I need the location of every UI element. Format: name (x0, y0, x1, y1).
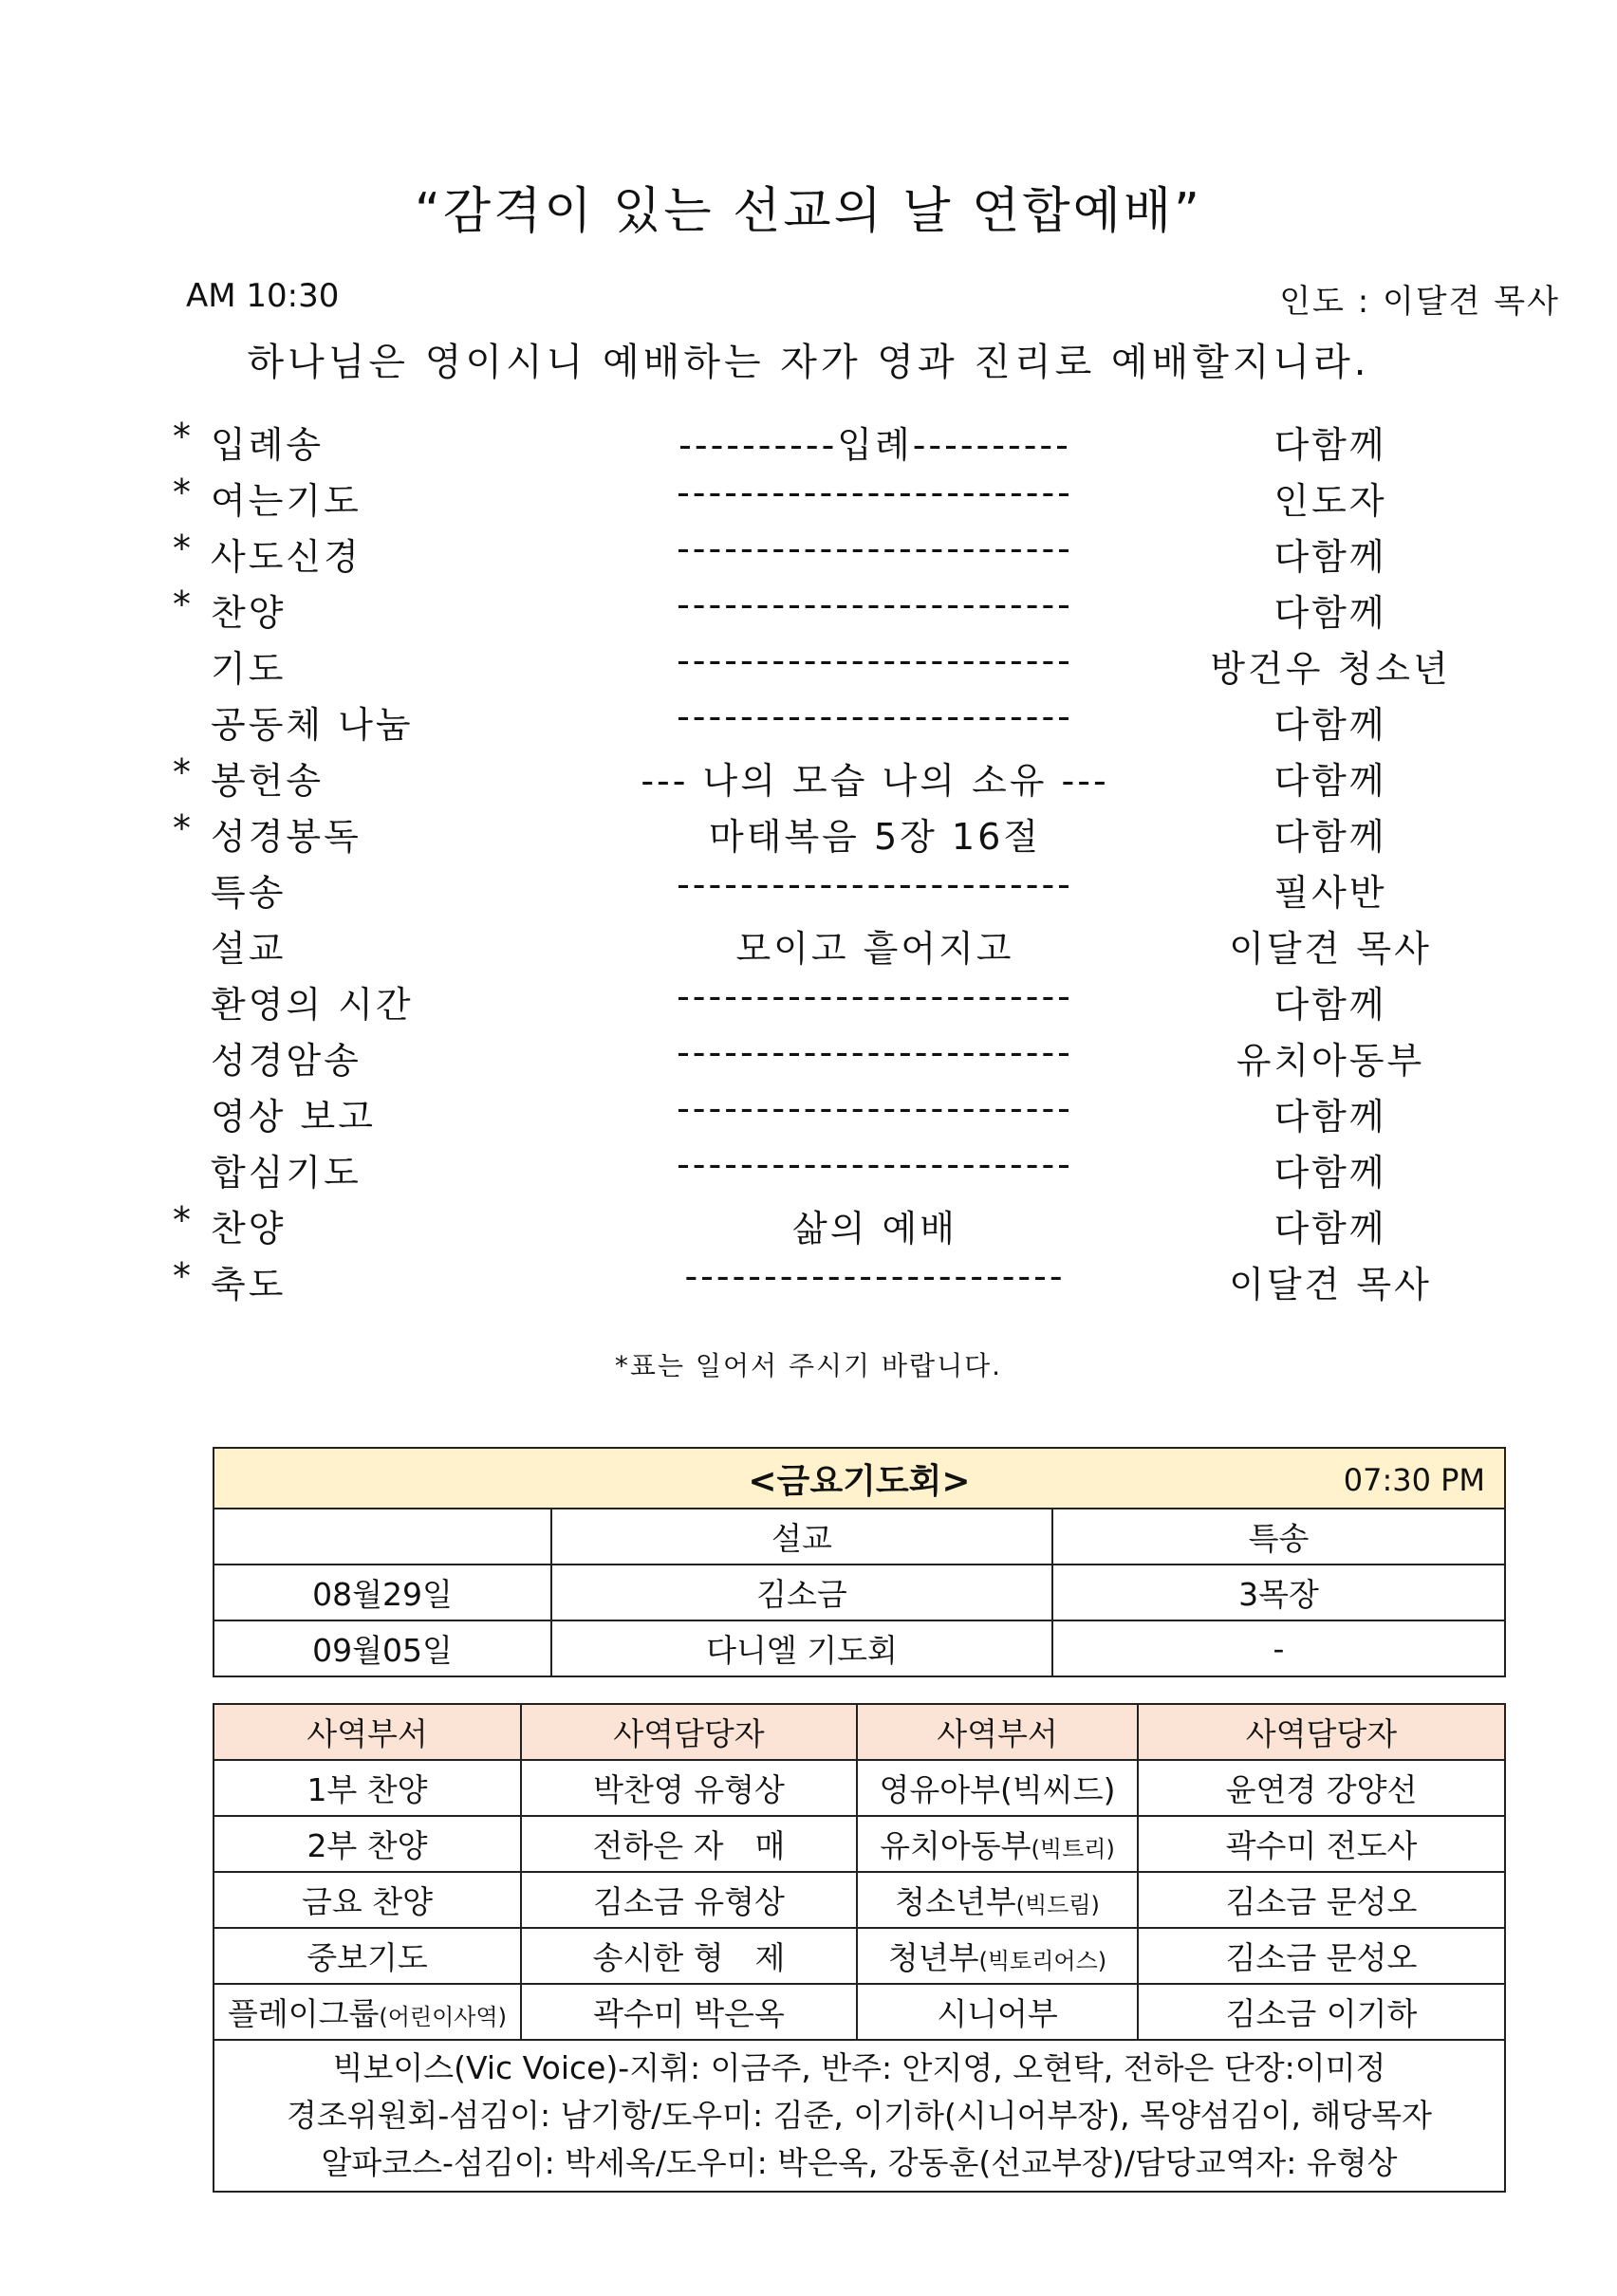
order-leader: 다함께 (1273, 424, 1387, 466)
service-time: AM 10:30 (186, 277, 340, 315)
table-row (214, 1928, 1505, 1984)
ministry-person-text: 김소금 이기하 (1225, 1995, 1418, 2032)
ministry-dept-text: 청소년부 (895, 1883, 1016, 1920)
order-detail: ------------------------- (677, 472, 1073, 513)
roles-header: 사역담당자 (521, 1704, 857, 1760)
ministry-dept-sub: (빅토리어스) (978, 1948, 1107, 1974)
order-leader: 다함께 (1273, 816, 1387, 858)
order-name: 기도 (211, 648, 287, 690)
order-name: 성경암송 (211, 1040, 362, 1082)
ministry-person-text: 김소금 유형상 (593, 1883, 785, 1920)
ministry-dept (857, 1816, 1138, 1872)
order-leader: 다함께 (1273, 592, 1387, 634)
footer-line: 알파코스-섬김이: 박세옥/도우미: 박은옥, 강동훈(선교부장)/담당교역자: 유형상 (321, 2144, 1398, 2181)
ministry-person-text: 윤연경 강양선 (1225, 1771, 1418, 1808)
ministry-person (1138, 1984, 1505, 2040)
order-star: * (173, 528, 194, 569)
friday-sermon: 김소금 (551, 1565, 1052, 1620)
ministry-dept-sub: (어린이사역) (379, 2004, 508, 2030)
table-row (214, 1816, 1505, 1872)
ministry-dept-text: 청년부 (887, 1939, 979, 1976)
order-leader: 다함께 (1273, 760, 1387, 802)
roles-header: 사역부서 (857, 1704, 1138, 1760)
ministry-person (1138, 1928, 1505, 1984)
order-name: 사도신경 (211, 536, 362, 578)
order-name: 공동체 나눔 (211, 704, 414, 746)
ministry-person (1138, 1872, 1505, 1928)
order-leader: 이달견 목사 (1229, 928, 1432, 970)
ministry-dept (857, 1760, 1138, 1816)
ministry-dept-sub: (빅드림) (1015, 1892, 1100, 1918)
ministry-person-text: 전하은 자 매 (592, 1827, 786, 1864)
friday-col-sermon: 설교 (551, 1509, 1052, 1565)
order-star: * (173, 583, 194, 625)
ministry-dept-text: 1부 찬양 (307, 1771, 428, 1808)
order-item (173, 1195, 1482, 1251)
ministry-dept-text: 영유아부(빅씨드) (879, 1771, 1116, 1808)
order-item (173, 748, 1482, 804)
order-leader: 인도자 (1273, 480, 1387, 522)
theme-verse: 하나님은 영이시니 예배하는 자가 영과 진리로 예배할지니라. (247, 341, 1370, 384)
service-leader: 인도 : 이달견 목사 (1279, 283, 1560, 321)
friday-header (214, 1448, 1505, 1509)
order-detail: ------------------------- (677, 1031, 1073, 1073)
order-item (173, 412, 1482, 468)
order-detail: ------------------------- (677, 695, 1073, 737)
order-detail: ------------------------- (677, 975, 1073, 1017)
ministry-dept (857, 1984, 1138, 2040)
order-name: 찬양 (211, 1208, 287, 1250)
page-title: “감격이 있는 선교의 날 연합예배” (414, 183, 1202, 240)
ministry-dept-text: 플레이그룹 (227, 1995, 380, 2032)
order-item (173, 860, 1482, 916)
order-item (173, 524, 1482, 580)
ministry-dept-text: 2부 찬양 (307, 1827, 428, 1864)
friday-date: 09월05일 (214, 1620, 551, 1676)
order-item (173, 636, 1482, 692)
table-row (214, 1620, 1505, 1676)
roles-footer-row (214, 2040, 1505, 2192)
ministry-dept (214, 1872, 521, 1928)
order-star: * (173, 751, 194, 793)
ministry-person (521, 1760, 857, 1816)
order-leader: 다함께 (1273, 1096, 1387, 1138)
ministry-dept-sub: (빅트리) (1031, 1836, 1115, 1862)
ministry-dept (857, 1928, 1138, 1984)
roles-body (214, 1760, 1505, 2040)
order-star: * (173, 472, 194, 513)
ministry-dept-text: 유치아동부 (880, 1827, 1032, 1864)
friday-date: 08월29일 (214, 1565, 551, 1620)
order-name: 축도 (211, 1264, 287, 1305)
ministry-roles-table (213, 1703, 1506, 2193)
order-name: 봉헌송 (211, 760, 325, 802)
order-name: 합심기도 (211, 1152, 362, 1194)
order-name: 여는기도 (211, 480, 362, 522)
order-name: 환영의 시간 (211, 984, 414, 1026)
standing-note: *표는 일어서 주시기 바랍니다. (614, 1350, 1003, 1381)
order-item (173, 804, 1482, 860)
roles-footer (214, 2040, 1505, 2192)
ministry-dept-text: 시니어부 (937, 1995, 1058, 2032)
ministry-dept (214, 1928, 521, 1984)
order-leader: 이달견 목사 (1229, 1264, 1432, 1305)
order-leader: 다함께 (1273, 1152, 1387, 1194)
order-leader: 필사반 (1273, 872, 1387, 914)
ministry-person (521, 1984, 857, 2040)
friday-col-date (214, 1509, 551, 1565)
ministry-dept-text: 중보기도 (307, 1939, 428, 1976)
ministry-person-text: 곽수미 전도사 (1225, 1827, 1418, 1864)
order-name: 찬양 (211, 592, 287, 634)
order-item (173, 468, 1482, 524)
order-detail: ------------------------- (677, 863, 1073, 905)
order-name: 특송 (211, 872, 287, 914)
ministry-person-text: 박찬영 유형상 (593, 1771, 785, 1808)
order-detail: ------------------------- (677, 639, 1073, 681)
ministry-dept (214, 1816, 521, 1872)
friday-special: 3목장 (1052, 1565, 1505, 1620)
friday-column-headers (214, 1509, 1505, 1565)
ministry-dept (214, 1984, 521, 2040)
order-leader: 유치아동부 (1236, 1040, 1425, 1082)
order-star: * (173, 807, 194, 849)
order-name: 입례송 (211, 424, 325, 466)
friday-sermon: 다니엘 기도회 (551, 1620, 1052, 1676)
order-star: * (173, 1255, 194, 1297)
order-item (173, 580, 1482, 636)
order-detail: 삶의 예배 (792, 1208, 957, 1250)
ministry-person (521, 1816, 857, 1872)
roles-header-row (214, 1704, 1505, 1760)
ministry-person (521, 1928, 857, 1984)
friday-special: - (1052, 1620, 1505, 1676)
ministry-person (1138, 1760, 1505, 1816)
order-item (173, 1028, 1482, 1083)
friday-time: 07:30 PM (1343, 1462, 1486, 1498)
order-name: 설교 (211, 928, 287, 970)
ministry-person-text: 김소금 문성오 (1225, 1939, 1418, 1976)
ministry-person (521, 1872, 857, 1928)
order-leader: 다함께 (1273, 704, 1387, 746)
order-item (173, 692, 1482, 748)
roles-header: 사역담당자 (1138, 1704, 1505, 1760)
order-item (173, 1251, 1482, 1307)
order-leader: 다함께 (1273, 536, 1387, 578)
order-item (173, 1083, 1482, 1139)
ministry-person (1138, 1816, 1505, 1872)
table-row (214, 1872, 1505, 1928)
order-leader: 다함께 (1273, 984, 1387, 1026)
order-name: 성경봉독 (211, 816, 362, 858)
order-detail: ------------------------ (684, 1255, 1066, 1297)
friday-prayer-table (213, 1447, 1506, 1677)
table-row (214, 1984, 1505, 2040)
order-leader: 다함께 (1273, 1208, 1387, 1250)
roles-header: 사역부서 (214, 1704, 521, 1760)
ministry-dept (857, 1872, 1138, 1928)
order-leader: 방건우 청소년 (1210, 648, 1451, 690)
order-detail: 모이고 흩어지고 (735, 928, 1014, 970)
order-detail: --- 나의 모습 나의 소유 --- (641, 760, 1109, 802)
ministry-person-text: 김소금 문성오 (1225, 1883, 1418, 1920)
ministry-dept-text: 금요 찬양 (301, 1883, 433, 1920)
ministry-person-text: 곽수미 박은옥 (593, 1995, 785, 2032)
order-detail: ----------입례---------- (678, 424, 1071, 466)
friday-title: <금요기도회> (748, 1461, 971, 1501)
order-detail: 마태복음 5장 16절 (709, 816, 1041, 858)
order-detail: ------------------------- (677, 528, 1073, 569)
order-item (173, 1139, 1482, 1195)
order-item (173, 916, 1482, 972)
friday-col-special: 특송 (1052, 1509, 1505, 1565)
footer-line: 빅보이스(Vic Voice)-지휘: 이금주, 반주: 안지영, 오현탁, 전하은 단장:이미정 (332, 2049, 1386, 2086)
order-detail: ------------------------- (677, 1087, 1073, 1129)
order-of-worship (173, 412, 1482, 1307)
order-star: * (173, 1199, 194, 1241)
footer-line: 경조위원회-섬김이: 남기항/도우미: 김준, 이기하(시니어부장), 목양섬김이, 해당목자 (287, 2097, 1432, 2134)
ministry-person-text: 송시한 형 제 (592, 1939, 786, 1976)
order-detail: ------------------------- (677, 1143, 1073, 1185)
ministry-dept (214, 1760, 521, 1816)
order-star: * (173, 416, 194, 457)
table-row (214, 1565, 1505, 1620)
order-name: 영상 보고 (211, 1096, 376, 1138)
table-row (214, 1760, 1505, 1816)
order-item (173, 972, 1482, 1028)
order-detail: ------------------------- (677, 583, 1073, 625)
